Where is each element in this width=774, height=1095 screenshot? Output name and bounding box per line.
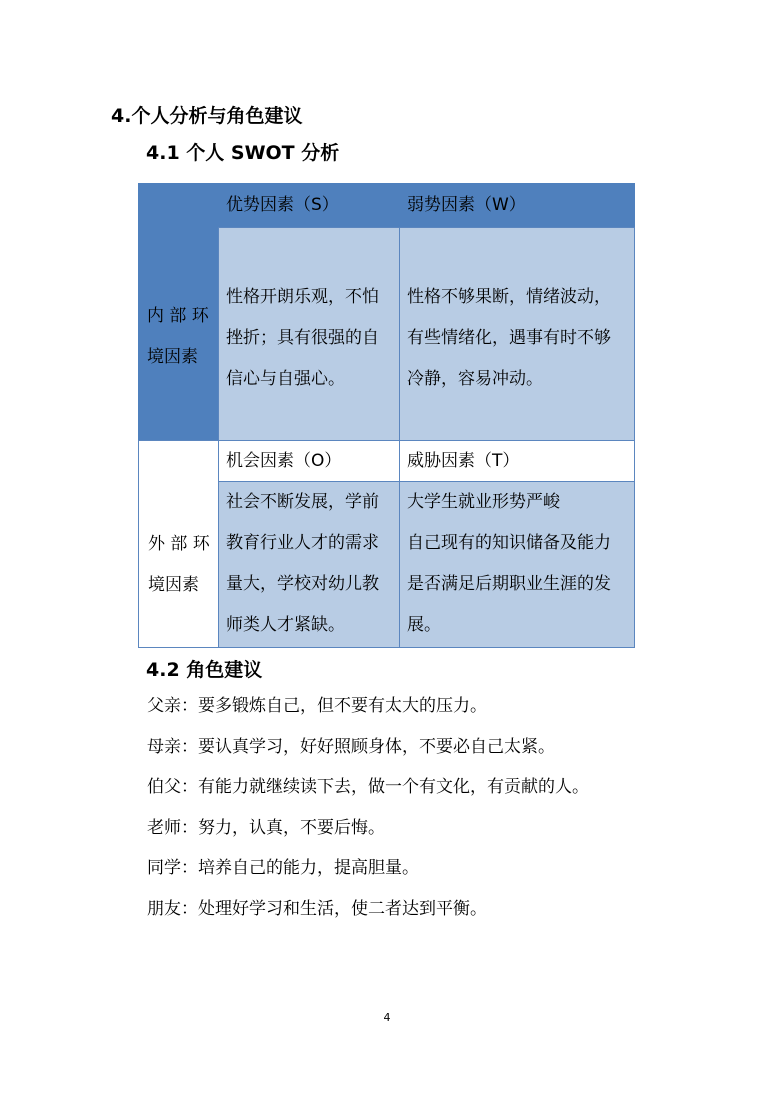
threat-line: 自己现有的知识储备及能力 (407, 533, 611, 553)
threat-line: 是否满足后期职业生涯的发 (407, 574, 611, 594)
internal-label-line: 内 部 环 (147, 306, 209, 326)
subsection-heading-role: 4.2 角色建议 (146, 659, 263, 681)
advice-paragraph: 老师：努力，认真，不要后悔。 (147, 817, 385, 838)
advice-paragraph: 父亲：要多锻炼自己，但不要有太大的压力。 (147, 696, 487, 716)
opportunity-line: 教育行业人才的需求 (226, 533, 379, 553)
weakness-line: 有些情绪化，遇事有时不够 (407, 328, 611, 348)
opportunity-line: 量大，学校对幼儿教 (226, 574, 379, 594)
weakness-header: 弱势因素（W） (407, 195, 526, 215)
strength-header: 优势因素（S） (226, 195, 339, 215)
threat-header: 威胁因素（T） (399, 440, 635, 482)
strength-line: 性格开朗乐观，不怕 (226, 287, 379, 307)
strength-line: 挫折；具有很强的自 (226, 328, 379, 348)
opportunity-line: 师类人才紧缺。 (226, 615, 345, 635)
strength-cell (218, 227, 400, 441)
external-label-line: 外 部 环 (148, 534, 210, 554)
external-factors-cell (138, 440, 219, 648)
advice-paragraph: 伯父：有能力就继续读下去，做一个有文化，有贡献的人。 (147, 777, 589, 797)
advice-paragraph: 同学：培养自己的能力，提高胆量。 (147, 858, 419, 878)
threat-line: 展。 (407, 615, 441, 635)
advice-list (147, 686, 589, 929)
advice-paragraph: 母亲：要认真学习，好好照顾身体，不要必自己太紧。 (147, 736, 555, 757)
swot-table (138, 183, 635, 648)
internal-factors-cell (138, 227, 218, 441)
weakness-line: 冷静，容易冲动。 (407, 369, 543, 389)
external-label-line: 境因素 (148, 575, 199, 595)
opportunity-line: 社会不断发展，学前 (226, 492, 379, 512)
advice-paragraph: 朋友：处理好学习和生活，使二者达到平衡。 (147, 898, 487, 919)
threat-line: 大学生就业形势严峻 (407, 492, 560, 512)
strength-line: 信心与自强心。 (226, 369, 345, 389)
section-heading: 4.个人分析与角色建议 (111, 105, 303, 127)
weakness-line: 性格不够果断，情绪波动， (407, 287, 611, 307)
threat-cell (399, 481, 635, 648)
opportunity-header: 机会因素（O） (218, 440, 400, 482)
internal-label-line: 境因素 (147, 347, 198, 367)
opportunity-cell (218, 481, 400, 648)
subsection-heading-swot: 4.1 个人 SWOT 分析 (146, 142, 340, 164)
page-number: 4 (383, 1011, 391, 1024)
weakness-cell (399, 227, 635, 441)
